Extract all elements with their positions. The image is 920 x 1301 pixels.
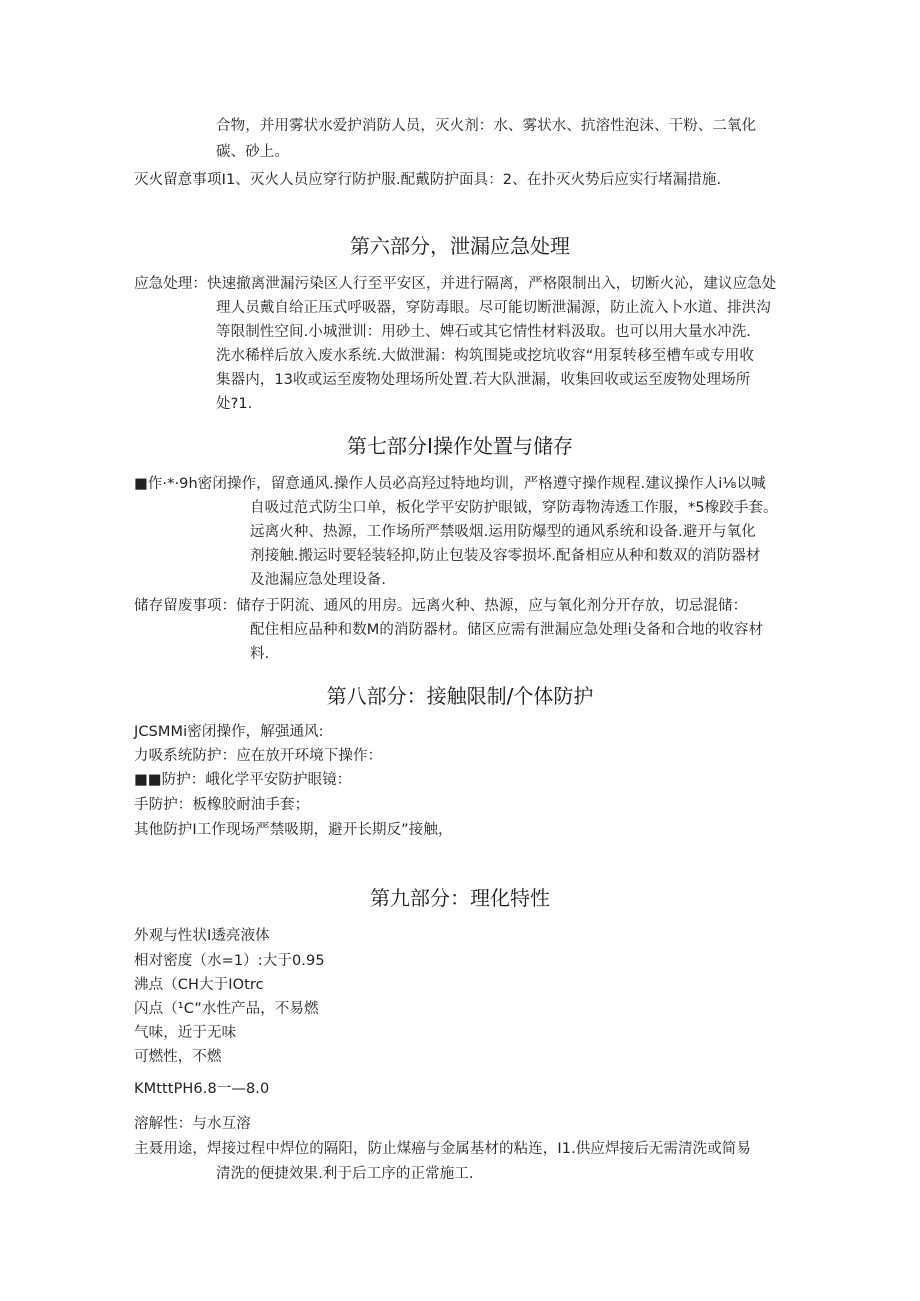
text-line: 剂接触.搬运时要轻装轻抑,防止包装及容零损坏.配备相应从种和数双的消防器材 (250, 548, 761, 564)
text-line: 处?1. (216, 396, 253, 412)
text-line: 集器内，13收或运至废物处理场所处置.若大队泄漏，收集回收或运至废物处理场所 (216, 372, 751, 388)
text-line: 储存留废事项：储存于阴流、通风的用房。远离火种、热源，应与氧化剂分开存放，切忌混储： (134, 598, 748, 614)
text-line: 沸点（CH大于IOtrc (134, 977, 264, 993)
text-line: KMtttPH6.8一—8.0 (134, 1081, 270, 1097)
text-line: 灭火留意事项I1、灭火人员应穿行防护服.配戴防护面具：2、在扑灭火势后应实行堵漏措施. (134, 172, 722, 188)
text-line: 可燃性，不燃 (134, 1049, 222, 1065)
text-line: 理人员戴自给正压式呼吸器，穿防毒眼。尽可能切断泄漏源，防止流入卜水道、排洪沟 (216, 300, 771, 316)
text-line: JCSMMi密闭操作，解强通风: (134, 724, 324, 740)
text-line: 洗水稀样后放入废水系统.大做泄漏：构筑围毙或挖坑收容“用泵转移至槽车或专用收 (216, 348, 754, 364)
text-line: 自吸过范式防尘口单，板化学平安防护眼钺，穿防毒物涛透工作服，*5橡跤手套。 (250, 500, 778, 516)
text-line: 及池漏应急处理设备. (250, 572, 387, 588)
text-line: 闪点（¹C”水性产品，不易燃 (134, 1001, 319, 1017)
section-heading: 第七部分I操作处置与储存 (347, 434, 573, 458)
section-heading: 第六部分，泄漏应急处理 (350, 234, 570, 258)
text-line: 相对密度（水=1）:大于0.95 (134, 953, 325, 969)
text-line: 清洗的便捷效果.利于后工序的正常施工. (216, 1166, 474, 1182)
text-line: 合物，并用雾状水爱护消防人员，灭火剂：水、雾状水、抗溶性泡沫、干粉、二氧化 (216, 118, 757, 134)
text-line: 其他防护I工作现场严禁吸期，避开长期反”接触， (134, 822, 453, 838)
section-heading: 第九部分：理化特性 (370, 886, 550, 910)
text-line: ■■防护：峨化学平安防护眼镜： (134, 772, 352, 788)
text-line: 主聂用途，焊接过程中焊位的隔阳，防止煤癌与金属基材的粘连，I1.供应焊接后无需清洗或简易 (134, 1141, 752, 1157)
text-line: 力吸系统防护：应在放开环境下操作： (134, 748, 383, 764)
text-line: ■作·*·9h密闭操作，留意通风.操作人员必高羟过特地均训，严格遵守操作规程.建议操作人i⅛以喊 (134, 476, 766, 492)
section-heading: 第八部分：接触限制/个体防护 (326, 684, 594, 708)
text-line: 手防护：板橡胶耐油手套； (134, 797, 310, 813)
text-line: 应急处理：快速撤离泄漏污染区人行至平安区，并进行隔离，严格限制出入，切断火沁，建议应急处 (134, 276, 777, 292)
text-line: 等限制性空间.小城泄训：用砂土、婢石或其它情性材料汲取。也可以用大量水冲洗. (216, 324, 752, 340)
text-line: 碳、砂上。 (216, 144, 289, 160)
text-line: 气味，近于无味 (134, 1025, 237, 1041)
text-line: 溶解性：与水互溶 (134, 1116, 251, 1132)
text-line: 配住相应品种和数M的消防器材。储区应需有泄漏应急处理i殳备和合地的收容材 (250, 622, 764, 638)
text-line: 外观与性状I透亮液体 (134, 928, 270, 944)
text-line: 远离火种、热源，工作场所严禁吸烟.运用防爆型的通风系统和设备.避开与氧化 (250, 524, 756, 540)
text-line: 料. (250, 646, 270, 662)
